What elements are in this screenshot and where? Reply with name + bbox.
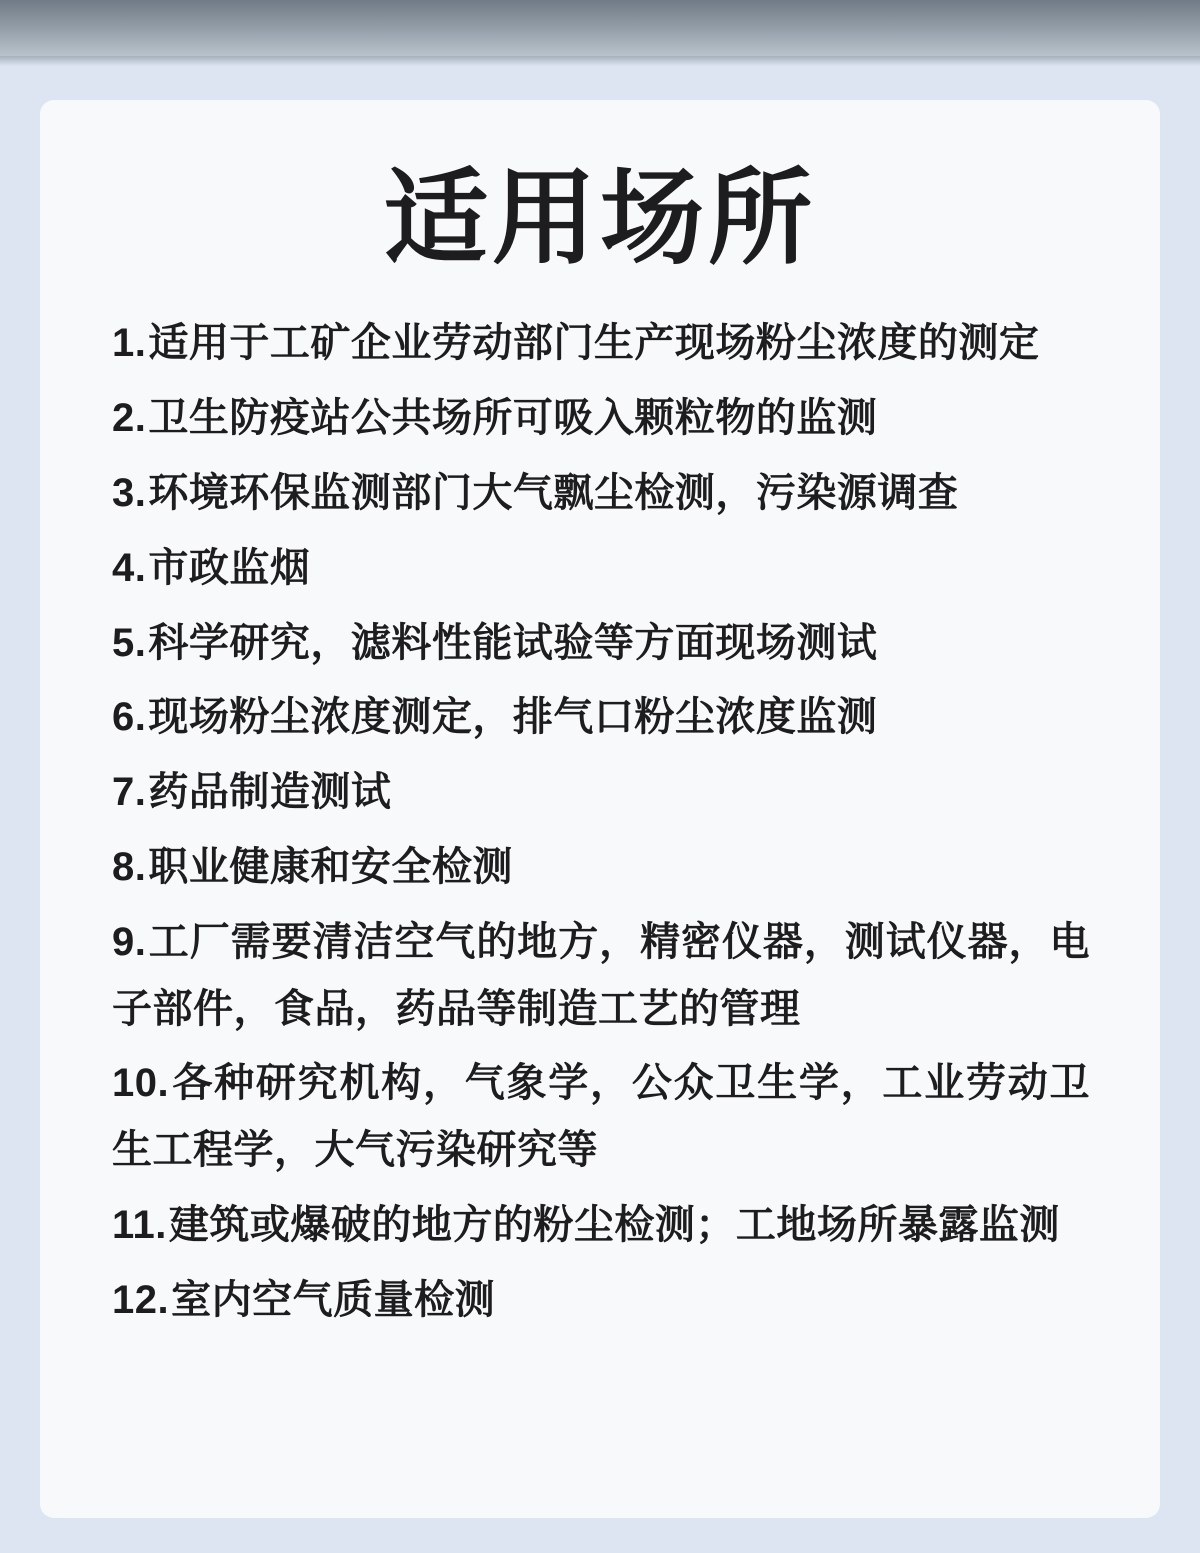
list-item-number: 5. xyxy=(112,620,147,665)
list-item-number: 8. xyxy=(112,844,147,889)
list-item xyxy=(112,1267,1090,1334)
list-item-number: 11. xyxy=(112,1202,167,1247)
list-item-text: 工厂需要清洁空气的地方，精密仪器，测试仪器，电子部件，食品，药品等制造工艺的管理 xyxy=(112,919,1090,1031)
list-item xyxy=(112,310,1090,377)
list-item-text: 市政监烟 xyxy=(148,545,311,590)
list-item-text: 职业健康和安全检测 xyxy=(148,844,513,889)
list-item-text: 建筑或爆破的地方的粉尘检测；工地场所暴露监测 xyxy=(168,1202,1060,1247)
list-item xyxy=(112,1192,1090,1259)
list-item-number: 7. xyxy=(112,770,147,815)
list-item-number: 6. xyxy=(112,695,147,740)
list-item-text: 药品制造测试 xyxy=(148,770,392,815)
list-item-number: 10. xyxy=(112,1061,170,1106)
list-item xyxy=(112,909,1090,1043)
list-item xyxy=(112,834,1090,901)
list-item xyxy=(112,684,1090,751)
list-item xyxy=(112,535,1090,602)
list-item-text: 适用于工矿企业劳动部门生产现场粉尘浓度的测定 xyxy=(148,321,1040,366)
applicable-places-list xyxy=(40,310,1160,1333)
list-item-text: 科学研究，滤料性能试验等方面现场测试 xyxy=(148,620,878,665)
list-item-text: 环境环保监测部门大气飘尘检测，污染源调查 xyxy=(148,470,959,515)
top-bar-shadow xyxy=(0,56,1200,66)
list-item xyxy=(112,1050,1090,1184)
list-item-text: 现场粉尘浓度测定，排气口粉尘浓度监测 xyxy=(148,695,878,740)
list-item-number: 4. xyxy=(112,545,147,590)
page-title: 适用场所 xyxy=(383,161,816,277)
list-item-number: 3. xyxy=(112,470,147,515)
list-item-number: 2. xyxy=(112,396,147,441)
list-item xyxy=(112,460,1090,527)
list-item-number: 9. xyxy=(112,919,147,964)
list-item-number: 12. xyxy=(112,1277,170,1322)
list-item-text: 室内空气质量检测 xyxy=(171,1277,496,1322)
list-item xyxy=(112,385,1090,452)
list-item-text: 卫生防疫站公共场所可吸入颗粒物的监测 xyxy=(148,396,878,441)
content-card xyxy=(40,100,1160,1518)
list-item xyxy=(112,759,1090,826)
top-bar xyxy=(0,0,1200,56)
list-item-number: 1. xyxy=(112,321,147,366)
list-item-text: 各种研究机构，气象学，公众卫生学，工业劳动卫生工程学，大气污染研究等 xyxy=(112,1061,1090,1173)
list-item xyxy=(112,610,1090,677)
